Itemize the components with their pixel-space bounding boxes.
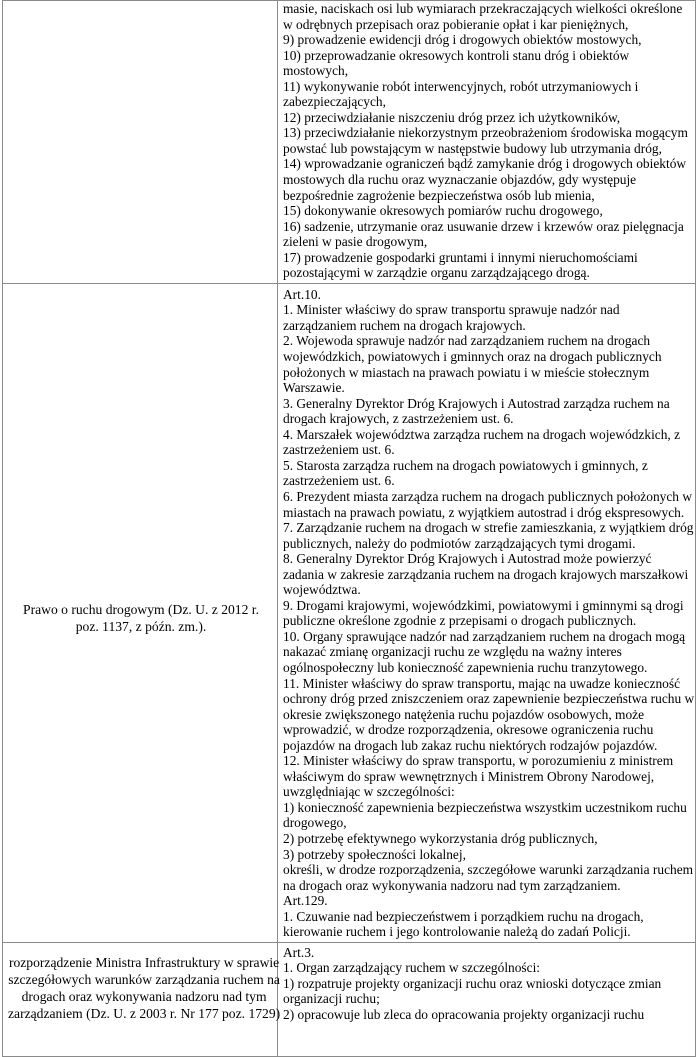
provision-line: 1. Minister właściwy do spraw transportu sprawuje nadzór nad [283, 302, 620, 318]
legal-basis-table [2, 0, 696, 1057]
provision-line: Warszawie. [283, 380, 345, 396]
provision-line: 1. Organ zarządzający ruchem w szczególności: [283, 960, 541, 976]
provision-line: zadania w zakresie zarządzania ruchem na drogach krajowych marszałkowi [283, 566, 689, 582]
provision-line: 17) prowadzenie gospodarki gruntami i innymi nieruchomościami [283, 249, 638, 265]
provision-line: 6. Prezydent miasta zarządza ruchem na drogach publicznych położonych w [283, 488, 692, 504]
legal-act-line: rozporządzenie Ministra Infrastruktury w sprawie [8, 954, 280, 970]
provisions-cell [278, 283, 696, 942]
provision-line: 12) przeciwdziałanie niszczeniu dróg przez ich użytkowników, [283, 109, 621, 125]
provision-line: miastach na prawach powiatu, z wyjątkiem autostrad i dróg ekspresowych. [283, 504, 685, 520]
provision-line: wojewódzkich, powiatowych i gminnych oraz na drogach publicznych [283, 349, 662, 365]
provisions-cell [278, 1, 696, 284]
provision-line: 10. Organy sprawujące nadzór nad zarządzaniem ruchem na drogach mogą [283, 628, 686, 644]
provision-line: właściwym do spraw wewnętrznych i Ministrem Obrony Narodowej, [283, 768, 655, 784]
provision-line: 11. Minister właściwy do spraw transportu, mając na uwadze konieczność [283, 675, 681, 691]
provision-line: 16) sadzenie, utrzymanie oraz usuwanie drzew i krzewów oraz pielęgnacja [283, 218, 684, 234]
legal-act-line: zarządzaniem (Dz. U. z 2003 r. Nr 177 poz. 1729) [8, 1006, 281, 1022]
legal-act-line: szczegółowych warunków zarządzania ruchem na [8, 972, 280, 988]
provision-line: wprowadzić, w drodze rozporządzenia, okresowe ograniczenia ruchu [283, 722, 654, 738]
legal-act-cell [3, 942, 281, 1056]
table-row [3, 1, 696, 284]
provision-line: publicznych, należy do podmiotów zarządzających tymi drogami. [283, 535, 636, 551]
provision-line: ochrony dróg przed zniszczeniem oraz zapewnienie bezpieczeństwa ruchu w [283, 691, 695, 707]
provision-line: położonych w miastach na prawach powiatu i w mieście stołecznym [283, 364, 650, 380]
provision-line: organizacji ruchu; [283, 991, 380, 1007]
legal-act-line: poz. 1137, z późn. zm.). [75, 618, 207, 634]
provisions-cell [278, 942, 696, 1056]
provision-line: mostowych dla ruchu oraz wyznaczanie objazdów, gdy występuje [283, 172, 637, 188]
provision-line: nakazać zmianę organizacji ruchu ze względu na ważny interes [283, 644, 622, 660]
provision-line: 3) potrzeby społeczności lokalnej, [283, 846, 466, 862]
provision-line: drogach krajowych, z zastrzeżeniem ust. 6. [283, 411, 514, 427]
provision-line: bezpośrednie zagrożenie bezpieczeństwa osób lub mienia, [283, 187, 595, 203]
provision-line: 12. Minister właściwy do spraw transportu, w porozumieniu z ministrem [283, 753, 674, 769]
table-row [3, 283, 696, 942]
provision-line: 1) rozpatruje projekty organizacji ruchu oraz wnioski dotyczące zmian [283, 975, 662, 991]
provision-line: ogólnospołeczny lub konieczność zapewnienia ruchu tranzytowego. [283, 659, 648, 675]
table-row [3, 942, 696, 1056]
provision-line: określi, w drodze rozporządzenia, szczegółowe warunki zarządzania ruchem [283, 862, 694, 878]
provision-line: Art.129. [283, 893, 328, 909]
provisions-text [283, 945, 692, 1023]
provision-line: Art.10. [283, 286, 321, 302]
provision-line: 14) wprowadzanie ograniczeń bądź zamykanie dróg i drogowych obiektów [283, 156, 687, 172]
provision-line: mostowych, [283, 63, 349, 79]
provision-line: uwzględniając w szczególności: [283, 784, 455, 800]
legal-act-cell [3, 1, 278, 284]
provision-line: 10) przeprowadzanie okresowych kontroli stanu dróg i obiektów [283, 47, 630, 63]
provision-line: 5. Starosta zarządza ruchem na drogach powiatowych i gminnych, z [283, 457, 648, 473]
provision-line: powstać lub powstającym w następstwie budowy lub utrzymania dróg, [283, 140, 662, 156]
provision-line: zabezpieczających, [283, 94, 386, 110]
legal-act-cell [3, 283, 278, 942]
legal-act-line: drogach oraz wykonywania nadzoru nad tym [21, 989, 267, 1005]
provision-line: na drogach oraz wykonywania nadzoru nad tym zarządzaniem. [283, 877, 621, 893]
provision-line: 11) wykonywanie robót interwencyjnych, robót utrzymaniowych i [283, 78, 639, 94]
provisions-text [283, 1, 692, 281]
provision-line: 9) prowadzenie ewidencji dróg i drogowych obiektów mostowych, [283, 32, 642, 48]
provision-line: 3. Generalny Dyrektor Dróg Krajowych i Autostrad zarządza ruchem na [283, 395, 670, 411]
provision-line: 2) potrzebę efektywnego wykorzystania dróg publicznych, [283, 830, 598, 846]
provision-line: 2. Wojewoda sprawuje nadzór nad zarządzaniem ruchem na drogach [283, 333, 651, 349]
provision-line: pojazdów na drogach lub zakaz ruchu niektórych rodzajów pojazdów. [283, 737, 658, 753]
provision-line: drogowego, [283, 815, 347, 831]
legal-act-line: Prawo o ruchu drogowym (Dz. U. z 2012 r. [23, 601, 259, 617]
provision-line: zarządzaniem ruchem na drogach krajowych. [283, 317, 526, 333]
provision-line: publiczne określone zgodnie z przepisami o drogach publicznych. [283, 613, 637, 629]
provision-line: zastrzeżeniem ust. 6. [283, 473, 395, 489]
provision-line: Art.3. [283, 944, 315, 960]
provision-line: województwa. [283, 582, 361, 598]
provision-line: 8. Generalny Dyrektor Dróg Krajowych i Autostrad może powierzyć [283, 551, 652, 567]
legal-act-text [8, 954, 280, 1023]
provision-line: 13) przeciwdziałanie niekorzystnym przeobrażeniom środowiska mogącym [283, 125, 688, 141]
provision-line: 1) konieczność zapewnienia bezpieczeństwa wszystkim uczestnikom ruchu [283, 799, 687, 815]
provision-line: zieleni w pasie drogowym, [283, 234, 428, 250]
provisions-text [283, 286, 695, 940]
provision-line: zastrzeżeniem ust. 6. [283, 442, 395, 458]
provision-line: w odrębnych przepisach oraz pobieranie opłat i kar pieniężnych, [283, 16, 629, 32]
provision-line: 9. Drogami krajowymi, wojewódzkimi, powiatowymi i gminnymi są drogi [283, 597, 684, 613]
provision-line: kierowanie ruchem i jego kontrolowanie należą do zadań Policji. [283, 924, 631, 940]
provision-line: pozostającymi w zarządzie organu zarządzającego drogą. [283, 265, 590, 281]
provision-line: okresie zwiększonego natężenia ruchu pojazdów osobowych, może [283, 706, 645, 722]
provision-line: 7. Zarządzanie ruchem na drogach w strefie zamieszkania, z wyjątkiem dróg [283, 520, 694, 536]
provision-line: masie, naciskach osi lub wymiarach przekraczających wielkości określone [283, 1, 683, 16]
legal-act-text [23, 591, 259, 635]
provision-line: 4. Marszałek województwa zarządza ruchem na drogach wojewódzkich, z [283, 426, 681, 442]
document-page [2, 0, 696, 1022]
provision-line: 1. Czuwanie nad bezpieczeństwem i porządkiem ruchu na drogach, [283, 908, 644, 924]
provision-line: 2) opracowuje lub zleca do opracowania projekty organizacji ruchu [283, 1007, 645, 1022]
provision-line: 15) dokonywanie okresowych pomiarów ruchu drogowego, [283, 203, 603, 219]
